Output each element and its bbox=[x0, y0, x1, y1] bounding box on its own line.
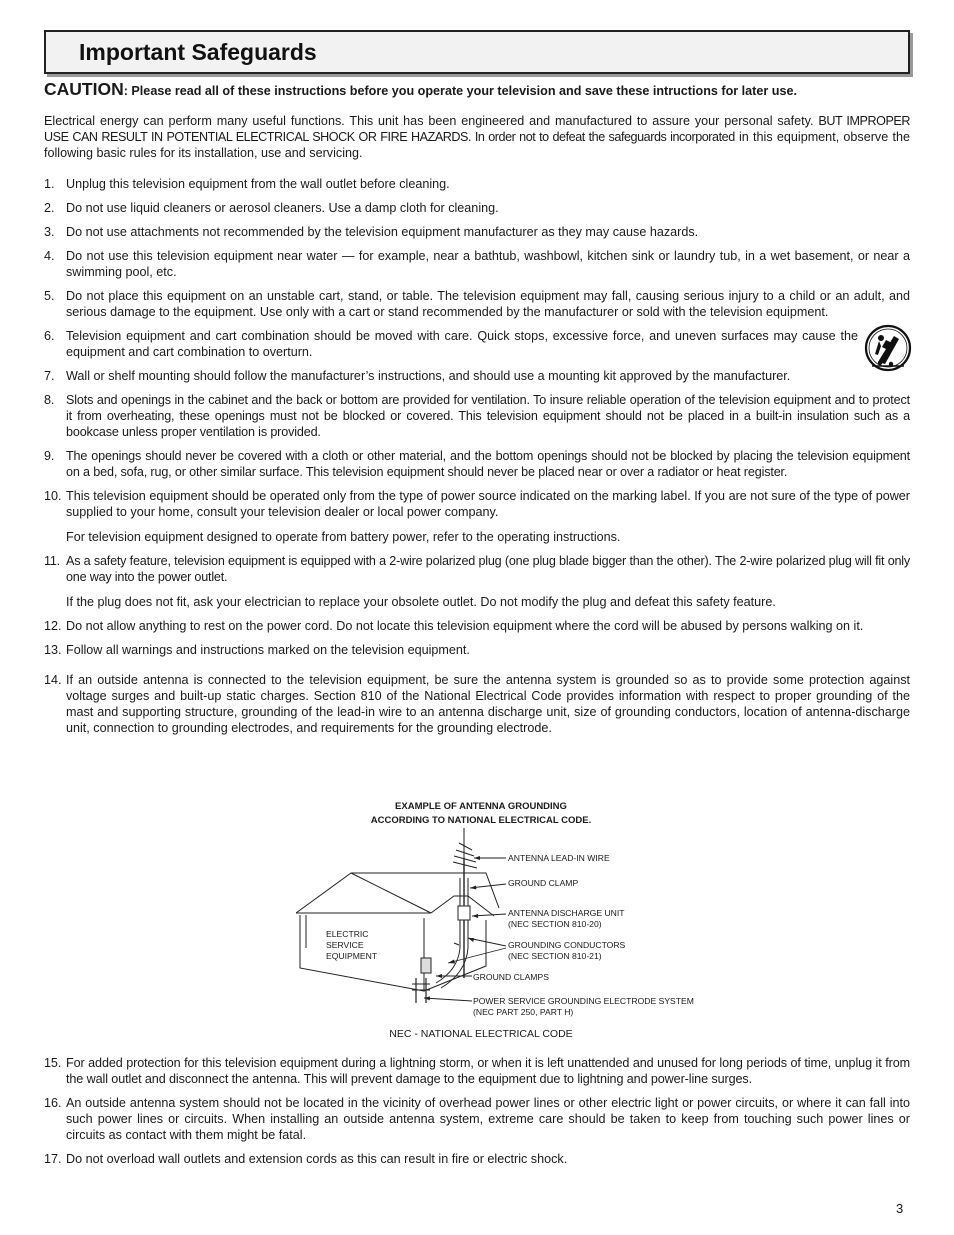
list-item-17 bbox=[44, 1151, 910, 1167]
caution-line bbox=[44, 79, 914, 100]
intro-text-3: in this equipment, observe the following basic rules for its installation, use and servicing. bbox=[44, 130, 910, 160]
item-text: Slots and openings in the cabinet and the back or bottom are provided for ventilation. To insure reliable operation of the television equipment and to protect it from overheating, these openings must not be blocked or covered. This television equipment should not be placed in a built-in insulation such as a bookcase unless proper ventilation is provided. bbox=[66, 393, 910, 439]
list-item-8 bbox=[44, 392, 910, 440]
list-item-12 bbox=[44, 618, 910, 634]
label-grounding-conductors-line-1: GROUNDING CONDUCTORS bbox=[508, 940, 626, 950]
list-item-2 bbox=[44, 200, 910, 216]
item-text: Unplug this television equipment from the wall outlet before cleaning. bbox=[66, 177, 450, 191]
page-title: Important Safeguards bbox=[79, 39, 317, 65]
item-number: 14. bbox=[44, 673, 62, 687]
safeguard-list bbox=[44, 176, 910, 744]
diagram-title-line-1: EXAMPLE OF ANTENNA GROUNDING bbox=[395, 801, 567, 812]
cart-tipover-warning-icon bbox=[864, 324, 912, 372]
item-number: 3. bbox=[44, 225, 55, 239]
item-number: 17. bbox=[44, 1152, 62, 1166]
item-number: 8. bbox=[44, 393, 55, 407]
item-number: 4. bbox=[44, 249, 55, 263]
list-item-10 bbox=[44, 488, 910, 545]
item-number: 13. bbox=[44, 643, 62, 657]
item-text: The openings should never be covered with a cloth or other material, and the bottom openings should not be blocked by placing the television equipment on a bed, sofa, rug, or other similar surface. This television equipment should never be placed near or over a radiator or heat register. bbox=[66, 449, 910, 479]
label-electrode-line-2: (NEC PART 250, PART H) bbox=[473, 1007, 574, 1017]
title-box bbox=[44, 30, 910, 74]
list-item-16 bbox=[44, 1095, 910, 1143]
page-number: 3 bbox=[896, 1201, 904, 1216]
list-item-13 bbox=[44, 642, 910, 658]
item-text: Follow all warnings and instructions marked on the television equipment. bbox=[66, 643, 470, 657]
item-text: Do not place this equipment on an unstable cart, stand, or table. The television equipment may fall, causing serious injury to a child or an adult, and serious damage to the equipment. Use only with a cart or stand recommended by the manufacturer or sold with the television equipment. bbox=[66, 289, 910, 319]
item-text: Do not use attachments not recommended by the television equipment manufacturer as they may cause hazards. bbox=[66, 225, 699, 239]
list-item-7 bbox=[44, 368, 910, 384]
diagram-title-line-2: ACCORDING TO NATIONAL ELECTRICAL CODE. bbox=[370, 815, 592, 826]
caution-word: CAUTION bbox=[44, 79, 124, 99]
item-text: As a safety feature, television equipment is equipped with a 2-wire polarized plug (one plug blade bigger than the other). The 2-wire polarized plug will fit only one way into the power outlet. bbox=[66, 554, 910, 584]
item-text: Do not overload wall outlets and extension cords as this can result in fire or electric shock. bbox=[66, 1152, 568, 1166]
intro-text-1: Electrical energy can perform many useful functions. This unit has been engineered and manufactured to assure your personal safety. bbox=[44, 114, 819, 128]
label-ground-clamps: GROUND CLAMPS bbox=[473, 972, 549, 982]
list-item-15 bbox=[44, 1055, 910, 1087]
label-ground-clamp: GROUND CLAMP bbox=[508, 878, 579, 888]
item-number: 16. bbox=[44, 1096, 62, 1110]
label-electric-service-equipment bbox=[326, 929, 377, 962]
item-text: Do not use this television equipment near water — for example, near a bathtub, washbowl, kitchen sink or laundry tub, in a wet basement, or near a swimming pool, etc. bbox=[66, 249, 910, 279]
item-text: For added protection for this television equipment during a lightning storm, or when it is left unattended and unused for long periods of time, unplug it from the wall outlet and disconnect the antenna. This will prevent damage to the equipment due to lightning and power-line surges. bbox=[66, 1056, 910, 1086]
label-grounding-electrode bbox=[473, 996, 694, 1018]
diagram-footer: NEC - NATIONAL ELECTRICAL CODE bbox=[389, 1028, 573, 1040]
item-text: Do not use liquid cleaners or aerosol cleaners. Use a damp cloth for cleaning. bbox=[66, 201, 499, 215]
item-number: 9. bbox=[44, 449, 55, 463]
caution-text: : Please read all of these instructions before you operate your television and save these intructions for later use. bbox=[123, 84, 797, 98]
item-number: 7. bbox=[44, 369, 55, 383]
label-discharge-unit-line-1: ANTENNA DISCHARGE UNIT bbox=[508, 908, 625, 918]
label-electrode-line-1: POWER SERVICE GROUNDING ELECTRODE SYSTEM bbox=[473, 996, 694, 1006]
label-discharge-unit bbox=[508, 908, 625, 930]
list-item-4 bbox=[44, 248, 910, 280]
list-item-3 bbox=[44, 224, 910, 240]
item-number: 5. bbox=[44, 289, 55, 303]
item-text: Do not allow anything to rest on the power cord. Do not locate this television equipment where the cord will be abused by persons walking on it. bbox=[66, 619, 864, 633]
list-item-14 bbox=[44, 672, 910, 736]
item-number: 1. bbox=[44, 177, 55, 191]
label-grounding-conductors-line-2: (NEC SECTION 810-21) bbox=[508, 951, 602, 961]
label-electric-line-2: SERVICE bbox=[326, 940, 364, 950]
item-subtext: For television equipment designed to operate from battery power, refer to the operating instructions. bbox=[66, 530, 621, 544]
list-item-5 bbox=[44, 288, 910, 320]
list-item-6 bbox=[44, 328, 910, 360]
label-discharge-unit-line-2: (NEC SECTION 810-20) bbox=[508, 919, 602, 929]
safeguard-list-continued bbox=[44, 1055, 910, 1175]
list-item-9 bbox=[44, 448, 910, 480]
item-text: Television equipment and cart combination should be moved with care. Quick stops, excessive force, and uneven surfaces may cause the equipment and cart combination to overturn. bbox=[66, 329, 858, 359]
item-number: 15. bbox=[44, 1056, 62, 1070]
house-illustration bbox=[296, 798, 716, 1028]
item-subtext: If the plug does not fit, ask your electrician to replace your obsolete outlet. Do not modify the plug and defeat this safety feature. bbox=[66, 595, 776, 609]
item-text: An outside antenna system should not be located in the vicinity of overhead power lines or other electric light or power circuits, or where it can fall into such power lines or circuits. When installing an outside antenna system, extreme care should be taken to keep from touching such power lines or circuits as contact with them might be fatal. bbox=[66, 1096, 910, 1142]
item-text: Wall or shelf mounting should follow the manufacturer’s instructions, and should use a mounting kit approved by the manufacturer. bbox=[66, 369, 791, 383]
antenna-grounding-diagram bbox=[296, 798, 716, 1043]
label-electric-line-1: ELECTRIC bbox=[326, 929, 369, 939]
item-number: 6. bbox=[44, 329, 55, 343]
label-lead-in-wire: ANTENNA LEAD-IN WIRE bbox=[508, 853, 610, 863]
item-number: 12. bbox=[44, 619, 62, 633]
list-item-1 bbox=[44, 176, 910, 192]
item-number: 10. bbox=[44, 489, 62, 503]
label-electric-line-3: EQUIPMENT bbox=[326, 951, 378, 961]
intro-text-2: BUT IMPROPER USE CAN RESULT IN POTENTIAL ELECTRICAL SHOCK OR FIRE HAZARDS. In order not to defeat the safeguards incorporated bbox=[44, 114, 910, 144]
item-number: 2. bbox=[44, 201, 55, 215]
item-number: 11. bbox=[44, 554, 60, 568]
list-item-11 bbox=[44, 553, 910, 610]
intro-paragraph bbox=[44, 113, 910, 161]
item-text: This television equipment should be operated only from the type of power source indicated on the marking label. If you are not sure of the type of power supplied to your home, consult your television dealer or local power company. bbox=[66, 489, 910, 519]
item-text: If an outside antenna is connected to the television equipment, be sure the antenna system is grounded so as to provide some protection against voltage surges and built-up static charges. Section 810 of the National Electrical Code provides information with respect to proper grounding of the mast and supporting structure, grounding of the lead-in wire to an antenna discharge unit, size of grounding conductors, location of antenna-discharge unit, connection to grounding electrodes, and requirements for the grounding electrode. bbox=[66, 673, 910, 735]
label-grounding-conductors bbox=[508, 940, 625, 962]
